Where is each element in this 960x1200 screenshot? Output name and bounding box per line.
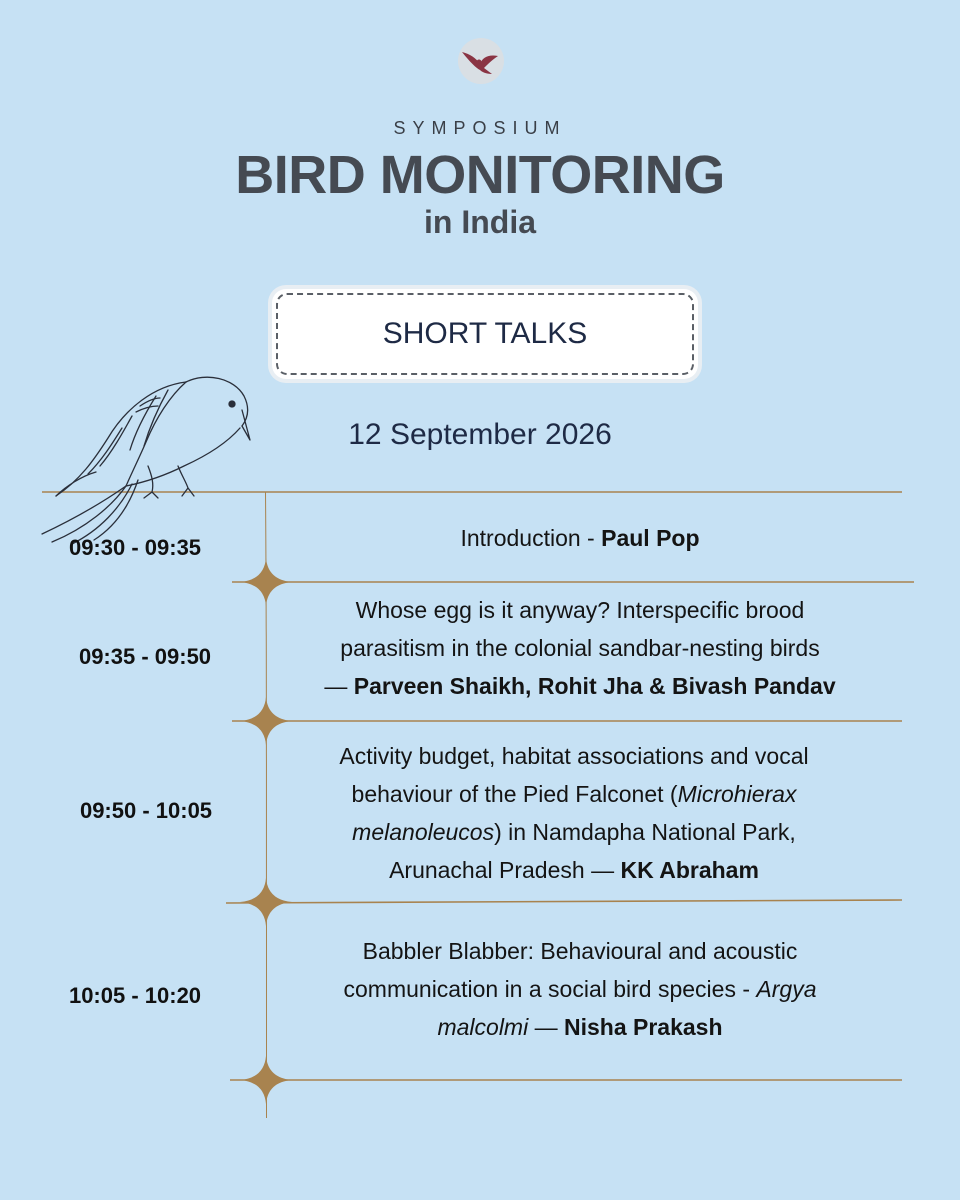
perched-bird-sketch <box>36 368 256 548</box>
species-name: malcolmi <box>437 1014 529 1040</box>
schedule-time: 09:35 - 09:50 <box>78 644 212 669</box>
talk-speakers: Paul Pop <box>601 525 700 551</box>
talk-dash: — <box>324 673 354 699</box>
species-name: Microhierax <box>677 781 797 807</box>
talk-title-line: ) in Namdapha National Park, <box>494 819 796 845</box>
talk-entry <box>290 591 870 705</box>
timeline-star-icon <box>240 558 292 606</box>
event-date: 12 September 2026 <box>348 418 612 451</box>
kicker-text: SYMPOSIUM <box>393 118 567 138</box>
schedule-time: 10:05 - 10:20 <box>68 983 202 1008</box>
page-title: BIRD MONITORING <box>235 145 725 205</box>
talk-title-line: Whose egg is it anyway? Interspecific brood <box>355 597 805 623</box>
species-name: Argya <box>756 976 817 1002</box>
species-name: melanoleucos <box>352 819 495 845</box>
timeline-divider <box>226 900 902 903</box>
talk-speakers: Nisha Prakash <box>563 1014 723 1040</box>
schedule-time: 09:50 - 10:05 <box>79 798 213 823</box>
talk-title-line: behaviour of the Pied Falconet ( <box>351 781 678 807</box>
talk-speakers: KK Abraham <box>620 857 759 883</box>
talk-entry <box>290 932 870 1046</box>
talk-entry <box>290 519 870 557</box>
talk-entry <box>284 737 864 889</box>
timeline-star-icon <box>240 1056 292 1104</box>
talk-speakers: Parveen Shaikh, Rohit Jha & Bivash Pandav <box>353 673 836 699</box>
talk-title-line: Babbler Blabber: Behavioural and acoustic <box>362 938 798 964</box>
schedule-time: 09:30 - 09:35 <box>68 535 202 560</box>
talk-title: Introduction - <box>460 525 602 551</box>
talk-title-line: Arunachal Pradesh — <box>389 857 621 883</box>
page-subtitle: in India <box>424 204 536 240</box>
talk-title-line: Activity budget, habitat associations and vocal <box>339 743 809 769</box>
talk-title-line: parasitism in the colonial sandbar-nesting birds <box>340 635 820 661</box>
talk-title-line: communication in a social bird species - <box>343 976 757 1002</box>
talk-dash: — <box>528 1014 564 1040</box>
section-badge-label: SHORT TALKS <box>382 317 588 350</box>
